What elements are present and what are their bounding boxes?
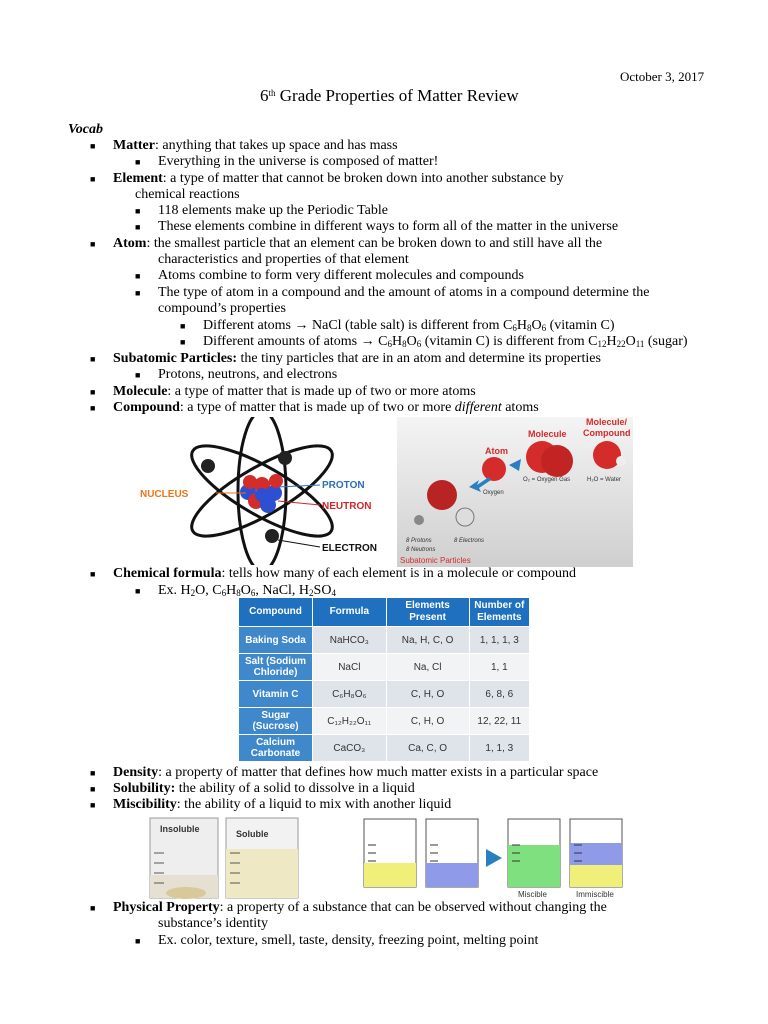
nucleus-label: NUCLEUS [140, 489, 189, 500]
o2-label: O₂ = Oxygen Gas [523, 477, 571, 483]
table-header: Compound [239, 598, 313, 627]
bullet: ■ [90, 903, 96, 913]
atom-diagram [138, 417, 396, 565]
electron-label: ELECTRON [322, 543, 377, 554]
table-header: Number of Elements [469, 598, 529, 627]
subatomic-label: Subatomic Particles [400, 556, 471, 565]
bullet: ■ [135, 206, 141, 216]
bullet: ■ [90, 800, 96, 810]
miscibility-item: Miscibility: the ability of a liquid to mix with another liquid [113, 797, 452, 812]
chem-formula-item: Chemical formula: tells how many of each element is in a molecule or compound [113, 566, 577, 581]
element-def-cont: chemical reactions [135, 187, 240, 202]
bullet: ■ [90, 784, 96, 794]
atom-subsub: Different amounts of atoms → $C_6H_8O_6$ (vitamin C) is different from $C_{12}H_{22}O_{11}$ (sugar) [203, 334, 688, 349]
table-cell: Baking Soda [239, 627, 313, 654]
table-header-row [239, 598, 530, 627]
neutrons-label: 8 Neutrons [406, 547, 436, 553]
matter-item: Matter: anything that takes up space and has mass [113, 138, 398, 153]
table-cell: CaCO₃ [313, 735, 387, 762]
table-cell: Na, Cl [386, 654, 469, 681]
bullet: ■ [135, 271, 141, 281]
h2o-label: H₂O = Water [587, 477, 621, 483]
chem-formula-example: Ex. $H_2O$, $C_6H_8O_6$, NaCl, $H_2SO_4$ [158, 583, 336, 598]
element-item: Element: a type of matter that cannot be broken down into another substance by [113, 171, 564, 186]
bullet: ■ [135, 222, 141, 232]
table-cell: 1, 1, 1, 3 [469, 627, 529, 654]
proton-label: PROTON [322, 480, 365, 491]
table-cell: C, H, O [386, 681, 469, 708]
protons-label: 8 Protons [406, 538, 432, 544]
bullet: ■ [90, 403, 96, 413]
element-sub: 118 elements make up the Periodic Table [158, 203, 388, 218]
table-row [239, 735, 530, 762]
bullet: ■ [180, 321, 186, 331]
table-cell: Na, H, C, O [386, 627, 469, 654]
element-sub: These elements combine in different ways to form all of the matter in the universe [158, 219, 619, 234]
physical-sub: Ex. color, texture, smell, taste, density, freezing point, melting point [158, 933, 539, 948]
table-cell: NaHCO₃ [313, 627, 387, 654]
table-row [239, 654, 530, 681]
bullet: ■ [135, 157, 141, 167]
table-cell: C₁₂H₂₂O₁₁ [313, 708, 387, 735]
table-cell: C₆H₈O₆ [313, 681, 387, 708]
table-cell: 6, 8, 6 [469, 681, 529, 708]
solubility-item: Solubility: the ability of a solid to dissolve in a liquid [113, 781, 415, 796]
bullet: ■ [90, 174, 96, 184]
bullet: ■ [90, 768, 96, 778]
physical-item: Physical Property: a property of a substance that can be observed without changing the [113, 900, 607, 915]
table-cell: 1, 1 [469, 654, 529, 681]
insoluble-label: Insoluble [160, 824, 200, 834]
bullet: ■ [90, 387, 96, 397]
bullet: ■ [180, 337, 186, 347]
page-title: 6th Grade Properties of Matter Review [260, 86, 519, 105]
atom-subsub: Different atoms → NaCl (table salt) is different from $C_6H_8O_6$ (vitamin C) [203, 318, 615, 333]
arrow-icon: → [360, 334, 375, 349]
miscibility-beakers [362, 815, 624, 899]
vocab-heading: Vocab [68, 122, 103, 137]
table-cell: Sugar (Sucrose) [239, 708, 313, 735]
subatomic-item: Subatomic Particles: the tiny particles that are in an atom and determine its properties [113, 351, 601, 366]
table-cell: Calcium Carbonate [239, 735, 313, 762]
soluble-label: Soluble [236, 829, 269, 839]
atom-sub: Atoms combine to form very different molecules and compounds [158, 268, 524, 283]
electrons-label: 8 Electrons [454, 538, 485, 544]
atom-item: Atom: the smallest particle that an element can be broken down to and still have all the [113, 236, 603, 251]
molecule-diagram [397, 417, 633, 567]
table-cell: 12, 22, 11 [469, 708, 529, 735]
matter-sub: Everything in the universe is composed of matter! [158, 154, 439, 169]
atom-def-cont: characteristics and properties of that element [158, 252, 409, 267]
immiscible-label: Immiscible [576, 890, 614, 899]
bullet: ■ [135, 370, 141, 380]
bullet: ■ [90, 141, 96, 151]
compound-label: Molecule/ Compound [583, 417, 631, 438]
atom-sub-cont: compound’s properties [158, 301, 286, 316]
bullet: ■ [90, 569, 96, 579]
atom-sub: The type of atom in a compound and the amount of atoms in a compound determine the [158, 285, 650, 300]
table-cell: Ca, C, O [386, 735, 469, 762]
table-row [239, 708, 530, 735]
density-item: Density: a property of matter that defines how much matter exists in a particular space [113, 765, 599, 780]
bullet: ■ [90, 354, 96, 364]
subatomic-sub: Protons, neutrons, and electrons [158, 367, 338, 382]
miscible-label: Miscible [518, 890, 547, 899]
bullet: ■ [135, 288, 141, 298]
compound-table [238, 597, 530, 762]
molecule-item: Molecule: a type of matter that is made up of two or more atoms [113, 384, 476, 399]
oxygen-label: Oxygen [483, 490, 504, 496]
table-cell: Salt (Sodium Chloride) [239, 654, 313, 681]
neutron-label: NEUTRON [322, 501, 372, 512]
table-cell: NaCl [313, 654, 387, 681]
solubility-beakers [146, 815, 302, 899]
table-cell: Vitamin C [239, 681, 313, 708]
bullet: ■ [135, 936, 141, 946]
table-header: Elements Present [386, 598, 469, 627]
physical-def-cont: substance’s identity [158, 916, 269, 931]
compound-item: Compound: a type of matter that is made up of two or more different atoms [113, 400, 539, 415]
table-cell: 1, 1, 3 [469, 735, 529, 762]
atom-label: Atom [485, 446, 508, 456]
bullet: ■ [135, 586, 141, 596]
table-row [239, 627, 530, 654]
molecule-label: Molecule [528, 429, 567, 439]
bullet: ■ [90, 239, 96, 249]
table-row [239, 681, 530, 708]
table-cell: C, H, O [386, 708, 469, 735]
table-header: Formula [313, 598, 387, 627]
arrow-icon: → [294, 318, 309, 333]
date: October 3, 2017 [620, 69, 705, 84]
